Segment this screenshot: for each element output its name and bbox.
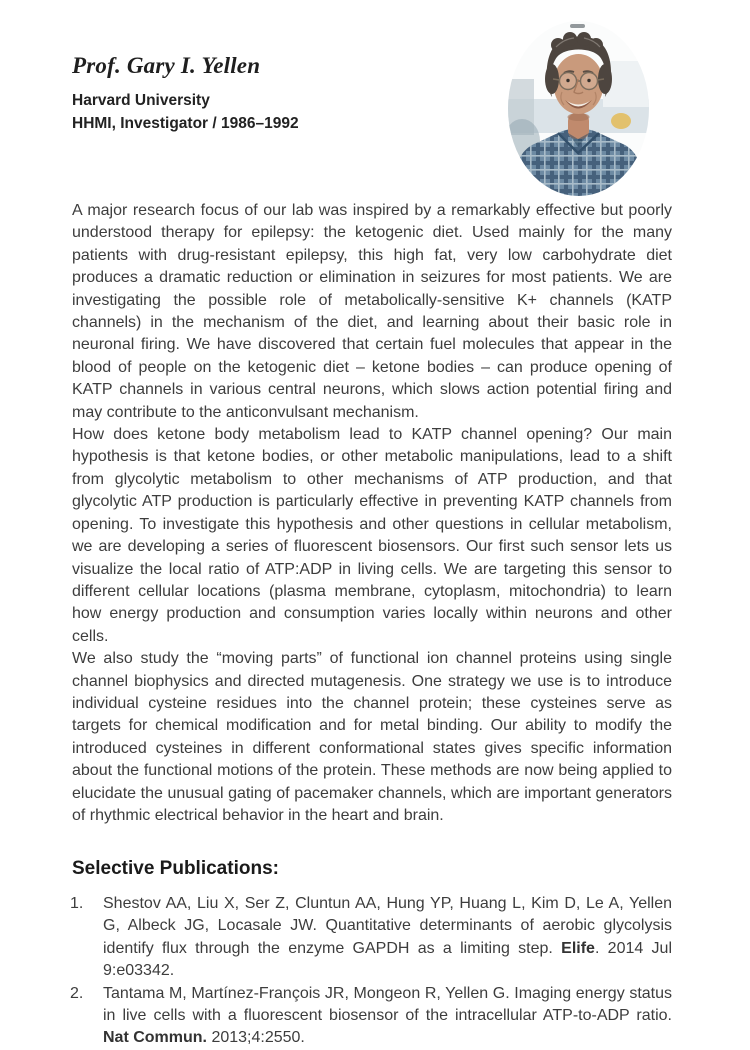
- publication-number: 1.: [70, 895, 84, 912]
- portrait-photo-illustration: [508, 21, 649, 196]
- journal-name: Elife: [561, 939, 595, 957]
- bio-paragraph-2: How does ketone body metabolism lead to KATP channel opening? Our main hypothesis is that ketone bodies, or other metabolic manipulations, lead to a shift from glycolytic metabolism to other mechanisms of ATP production, and that glycolytic ATP production is particularly effective in preventing KATP channels from opening. To investigate this hypothesis and other questions in cellular metabolism, we are developing a series of fluorescent biosensors. Our first such sensor lets us visualize the local ratio of ATP:ADP in living cells. We are targeting this sensor to different cellular locations (plasma membrane, cytoplasm, mitochondria) to learn how energy production and consumption varies locally within neurons and other cells.: [72, 426, 672, 645]
- publication-number: 2.: [70, 984, 84, 1002]
- subtitle-block: [72, 90, 299, 135]
- bio-paragraph-1: A major research focus of our lab was inspired by a remarkably effective but poorly understood therapy for epilepsy: the ketogenic diet. Used mainly for the many patients with drug-resistant epilepsy, this high fat, very low carbohydrate diet produces a dramatic reduction or elimination in seizures for most patients. We are investigating the possible role of metabolically-sensitive K+ channels (KATP channels) in the mechanism of the diet, and learning about their basic role in neuronal firing. We have discovered that certain fuel molecules that appear in the blood of people on the ketogenic diet – ketone bodies – can produce opening of KATP channels in various central neurons, which slows action potential firing and may contribute to the anticonvulsant mechanism.: [72, 202, 672, 421]
- publications-heading: Selective Publications:: [72, 858, 279, 879]
- publication-citation: Tantama M, Martínez-François JR, Mongeon R, Yellen G. Imaging energy status in live cells with a fluorescent biosensor of the intracellular ATP-to-ADP ratio. Nat Commun. 2013;4:2550.: [103, 984, 672, 1047]
- affiliation: Harvard University: [72, 92, 210, 109]
- publication-item: [70, 893, 672, 983]
- bio-paragraph-3: We also study the “moving parts” of functional ion channel proteins using single channel biophysics and directed mutagenesis. One strategy we use is to introduce individual cysteine residues into the channel protein; these cysteines serve as targets for chemical modification and for metal binding. Our ability to modify the introduced cysteines in different conformational states gives specific information about the functional motions of the protein. These methods are now being applied to elucidate the unusual gating of pacemaker channels, which are important generators of rhythmic electrical behavior in the heart and brain.: [72, 650, 672, 824]
- publication-citation: Shestov AA, Liu X, Ser Z, Cluntun AA, Hung YP, Huang L, Kim D, Le A, Yellen G, Albeck JG, Locasale JW. Quantitative determinants of aerobic glycolysis identify flux through the enzyme GAPDH as a limiting step. Elife. 2014 Jul 9:e03342.: [103, 895, 672, 980]
- page-title: Prof. Gary I. Yellen: [72, 53, 261, 78]
- biography-text: [72, 200, 672, 827]
- publication-item: [70, 983, 672, 1050]
- publications-list: [70, 893, 672, 1050]
- portrait-photo: [508, 21, 649, 196]
- journal-name: Nat Commun.: [103, 1029, 207, 1047]
- program-years: HHMI, Investigator / 1986–1992: [72, 114, 299, 132]
